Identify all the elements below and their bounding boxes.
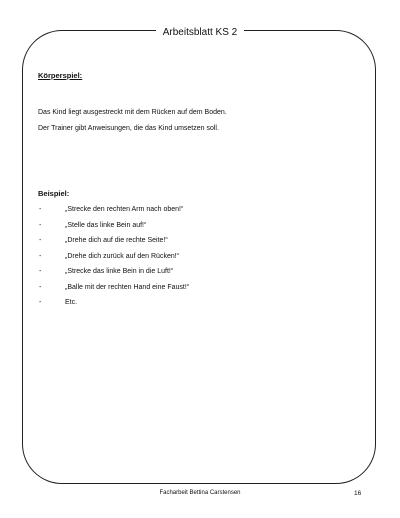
list-item <box>38 206 189 222</box>
list-item-text: „Stelle das linke Bein auf!“ <box>65 221 147 229</box>
list-item-text: „Strecke das linke Bein in die Luft!“ <box>65 268 174 275</box>
description-line-1: Das Kind liegt ausgestreckt mit dem Rücken auf dem Boden. <box>38 109 227 116</box>
section-heading-koerperspiel: Körperspiel: <box>38 71 83 80</box>
list-item-text: „Strecke den rechten Arm nach oben!“ <box>65 206 184 213</box>
list-dash: - <box>39 252 42 260</box>
list-dash: - <box>39 237 42 244</box>
list-item <box>38 237 189 253</box>
list-dash: - <box>39 206 42 213</box>
list-dash: - <box>39 221 42 229</box>
worksheet-title: Arbeitsblatt KS 2 <box>156 25 244 41</box>
list-item-text: „Balle mit der rechten Hand eine Faust!“ <box>65 283 190 291</box>
example-list <box>38 206 189 315</box>
list-item <box>38 284 189 300</box>
list-dash: - <box>39 299 42 306</box>
list-item <box>38 222 189 238</box>
list-dash: - <box>39 283 42 291</box>
list-item <box>38 299 189 315</box>
description-line-2: Der Trainer gibt Anweisungen, die das Kind umsetzen soll. <box>38 125 219 132</box>
list-dash: - <box>39 268 42 275</box>
list-item-text: Etc. <box>65 299 78 306</box>
footer-author: Facharbeit Bettina Carstensen <box>159 490 241 496</box>
list-item-text: „Drehe dich auf die rechte Seite!“ <box>65 237 168 244</box>
list-item <box>38 268 189 284</box>
list-item-text: „Drehe dich zurück auf den Rücken!“ <box>65 252 179 260</box>
list-item <box>38 253 189 269</box>
page-number: 16 <box>354 490 362 497</box>
section-heading-beispiel: Beispiel: <box>38 189 70 198</box>
